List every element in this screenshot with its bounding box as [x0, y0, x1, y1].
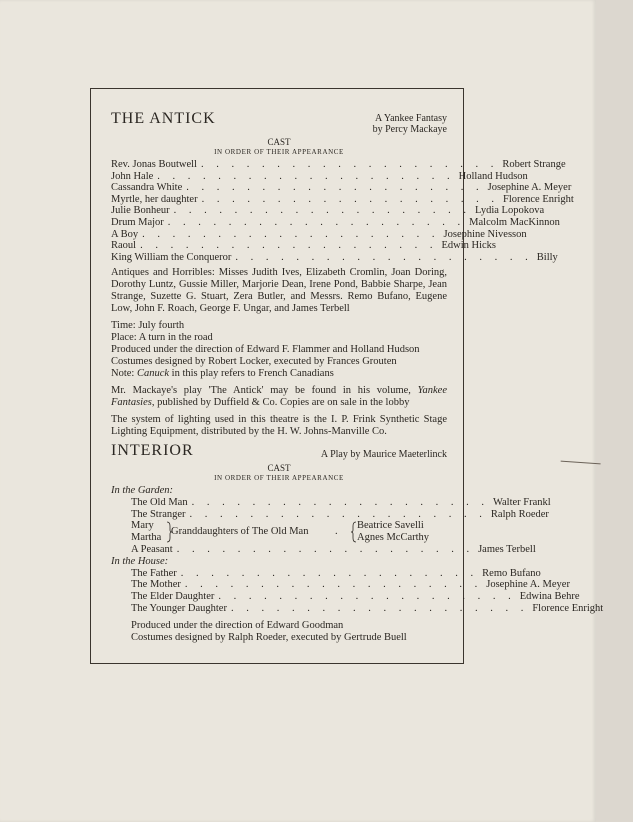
antick-order-label: IN ORDER OF THEIR APPEARANCE — [214, 148, 344, 156]
cast-row — [111, 159, 566, 171]
cast-row — [111, 228, 527, 241]
leader-dots: . . . . . . . . . . . . . . . . . . . . — [157, 170, 455, 182]
cast-role: The Elder Daughter — [131, 590, 215, 602]
cast-role: Drum Major — [111, 216, 164, 228]
cast-row — [131, 602, 604, 615]
leader-dots: . . . . . . . . . . . . . . . . . . . . — [173, 205, 471, 217]
leader-dots: . . . . . . . . . . . . . . . . . . . . — [235, 251, 533, 263]
leader-dots: . . . . . . . . . . . . . . . . . . . . — [200, 159, 499, 170]
interior-credits — [111, 620, 447, 644]
garden-cast-list — [111, 497, 551, 520]
antick-section — [111, 110, 574, 438]
interior-title: INTERIOR — [111, 442, 194, 459]
cast-actor: Robert Strange — [502, 159, 566, 170]
granddaughters-desc: Granddaughters of The Old Man — [171, 526, 309, 538]
interior-cast-label: CAST — [267, 463, 291, 473]
antick-title: THE ANTICK — [111, 110, 216, 127]
antick-subtitle: A Yankee Fantasy — [375, 113, 447, 124]
cast-actor: Florence Enright — [502, 193, 574, 205]
actor-agnes-mccarthy: Agnes McCarthy — [357, 532, 430, 544]
antick-details — [111, 320, 447, 380]
interior-order-label: IN ORDER OF THEIR APPEARANCE — [214, 474, 344, 482]
antick-author: by Percy Mackaye — [372, 124, 447, 135]
leader-dots: . . . . . . . . . . . . . . . . . . . . — [142, 228, 440, 240]
leader-dots: . . . . . . . . . . . . . . . . . . . . — [184, 579, 483, 591]
antick-antiques: Antiques and Horribles: Misses Judith Ives, Elizabeth Cromlin, Joan Doring, Dorothy Luntz, Gussie Miller, Marjorie Dean, Irene Pond, Babbie Sharpe, Jean Strange, Suzette G. Stuart, Zera Butler, and Messrs. Remo Bufano, Eugene Low, John F. Roach, George F. Ungar, and James Terbell — [111, 267, 447, 315]
lighting-note: The system of lighting used in this theatre is the I. P. Frink Synthetic Stage Lighting Equipment, distributed by the H. W. Johns-Manville Co. — [111, 414, 447, 438]
cast-row — [111, 170, 528, 183]
cast-actor: James Terbell — [478, 544, 536, 556]
cast-role: Cassandra White — [111, 182, 183, 194]
cast-row — [111, 193, 574, 206]
antick-volume-note: Mr. Mackaye's play 'The Antick' may be found in his volume, Yankee Fantasies, published by Duffield & Co. Copies are on sale in the lobby — [111, 385, 447, 409]
cast-actor: Florence Enright — [532, 602, 604, 614]
cast-role: The Mother — [131, 579, 181, 591]
antick-cast-list — [111, 159, 574, 263]
cast-actor: Remo Bufano — [482, 567, 541, 579]
garden-heading: In the Garden: — [111, 485, 174, 496]
paper-tear — [559, 461, 600, 483]
granddaughter-mary: Mary — [131, 520, 154, 532]
leader-dots: . . . . . . . . . . . . . . . . . . . . — [230, 602, 529, 614]
antick-time: Time: July fourth — [111, 320, 185, 332]
leader-dots: . . . . . . . . . . . . . . . . . . . . — [218, 590, 516, 602]
cast-actor: Malcolm MacKinnon — [469, 216, 560, 228]
cast-role: Rev. Jonas Boutwell — [111, 159, 197, 170]
interior-produced: Produced under the direction of Edward Goodman — [131, 620, 344, 632]
cast-actor: Edwina Behre — [519, 590, 580, 602]
cast-row — [111, 251, 558, 264]
antick-place: Place: A turn in the road — [111, 332, 213, 344]
cast-role: The Stranger — [131, 508, 186, 520]
cast-role: The Old Man — [131, 497, 188, 508]
cast-actor: Holland Hudson — [458, 170, 528, 182]
cast-row — [111, 216, 560, 229]
cast-row — [111, 205, 545, 217]
granddaughters-group — [111, 520, 447, 544]
cast-actor: Ralph Roeder — [490, 508, 549, 520]
cast-row — [111, 240, 497, 252]
leader-dots: . . . . . . . . . . . . . . . . . . . . — [201, 193, 499, 205]
cast-actor: Edwin Hicks — [441, 240, 497, 252]
antick-byline — [373, 113, 447, 135]
cast-actor: Josephine Nivesson — [443, 228, 527, 240]
leader-dots: . . . . . . . . . . . . . . . . . . . . — [191, 497, 489, 508]
program-frame — [90, 88, 604, 664]
leader-dots: . . . . . . . . . . . . . . . . . . . . — [176, 544, 475, 556]
cast-row — [131, 544, 536, 556]
cast-role: A Boy — [111, 228, 139, 240]
house-cast-list — [111, 567, 604, 614]
cast-row — [131, 508, 549, 521]
antick-cast-label: CAST — [267, 137, 291, 147]
antick-produced: Produced under the direction of Edward F. Flammer and Holland Hudson — [111, 344, 420, 356]
leader-dots: . . . . . . . . . . . . . . . . . . . . — [186, 182, 484, 194]
antick-costumes: Costumes designed by Robert Locker, executed by Frances Grouten — [111, 356, 397, 368]
cast-row — [111, 182, 572, 194]
leader-dots: . . . . . . . . . . . . . . . . . . . . — [189, 508, 487, 520]
granddaughters-dot: . — [335, 526, 338, 538]
cast-actor: Josephine A. Meyer — [486, 579, 570, 591]
interior-section — [111, 442, 604, 644]
cast-role: Julie Bonheur — [111, 205, 170, 217]
cast-row — [131, 590, 580, 603]
actor-beatrice-savelli: Beatrice Savelli — [357, 520, 424, 532]
cast-role: The Father — [131, 567, 177, 579]
leader-dots: . . . . . . . . . . . . . . . . . . . . — [140, 240, 438, 252]
antick-note: Note: Canuck in this play refers to French Canadians — [111, 368, 334, 380]
interior-costumes: Costumes designed by Ralph Roeder, executed by Gertrude Buell — [131, 632, 407, 644]
cast-role: A Peasant — [131, 544, 173, 556]
cast-row — [131, 567, 541, 580]
cast-actor: Josephine A. Meyer — [487, 182, 572, 194]
cast-actor: Lydia Lopokova — [475, 205, 545, 217]
cast-actor: Billy — [536, 251, 558, 263]
cast-role: Myrtle, her daughter — [111, 193, 198, 205]
leader-dots: . . . . . . . . . . . . . . . . . . . . — [167, 216, 466, 228]
peasant-row-wrap — [111, 544, 536, 556]
cast-role: The Younger Daughter — [131, 602, 227, 614]
cast-role: John Hale — [111, 170, 154, 182]
volume-title: Yankee Fantasies — [111, 385, 447, 409]
canuck-word: Canuck — [136, 368, 170, 380]
cast-role: King William the Conqueror — [111, 251, 232, 263]
cast-actor: Walter Frankl — [492, 497, 551, 508]
cast-row — [131, 579, 570, 591]
granddaughter-martha: Martha — [131, 532, 162, 544]
cast-row — [131, 497, 551, 509]
leader-dots: . . . . . . . . . . . . . . . . . . . . — [180, 567, 479, 579]
house-heading: In the House: — [111, 555, 169, 567]
cast-role: Raoul — [111, 240, 137, 252]
interior-byline: A Play by Maurice Maeterlinck — [320, 449, 447, 460]
